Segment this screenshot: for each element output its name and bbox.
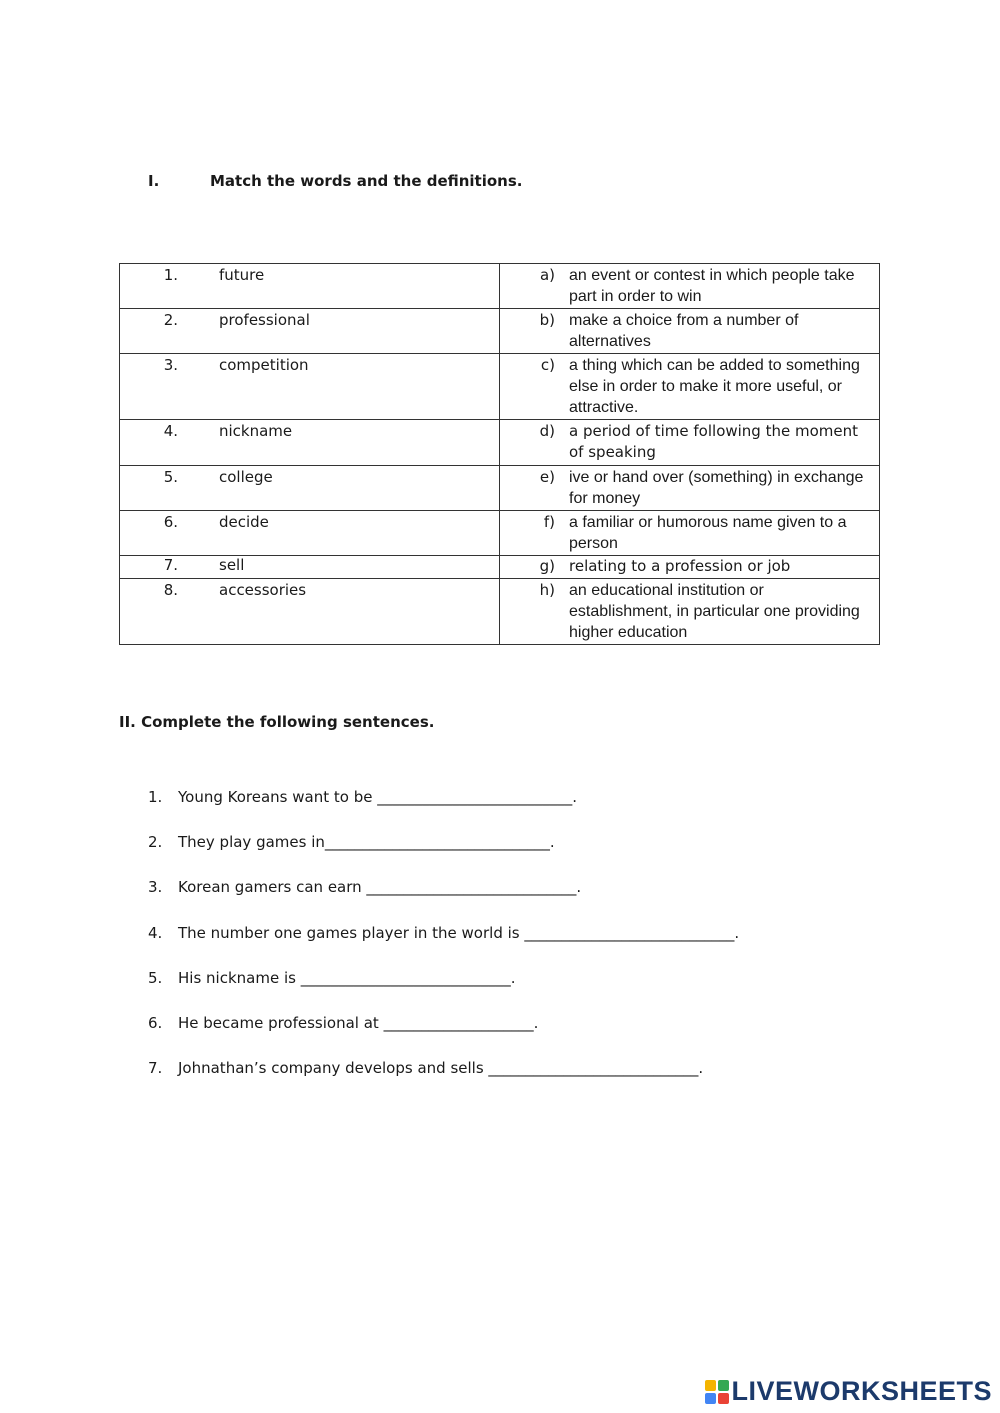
definition: make a choice from a number of alternatives bbox=[569, 312, 799, 350]
sentence-number: 6. bbox=[148, 1013, 163, 1032]
word: nickname bbox=[219, 422, 293, 440]
sentence-number: 5. bbox=[148, 968, 163, 987]
definition: an educational institution or establishment, in particular one providing higher education bbox=[569, 582, 860, 641]
word: sell bbox=[219, 556, 245, 574]
sentence-text: Young Koreans want to be __________________________. bbox=[178, 788, 577, 806]
list-item bbox=[148, 788, 739, 833]
sentence-text: They play games in______________________________. bbox=[178, 833, 555, 852]
word: decide bbox=[219, 513, 269, 531]
logo-square bbox=[705, 1380, 716, 1391]
word: competition bbox=[219, 356, 309, 374]
word: accessories bbox=[219, 581, 307, 599]
definition: a familiar or humorous name given to a person bbox=[569, 514, 847, 552]
table-row bbox=[120, 466, 880, 511]
table-row bbox=[120, 264, 880, 309]
table-row bbox=[120, 354, 880, 420]
word: future bbox=[219, 266, 265, 284]
word-number: 8. bbox=[163, 581, 178, 599]
list-item bbox=[148, 969, 739, 1014]
list-item bbox=[148, 1059, 739, 1104]
sentence-text: Korean gamers can earn ____________________________. bbox=[178, 878, 582, 897]
logo-text: LIVEWORKSHEETS bbox=[731, 1376, 992, 1406]
definition: an event or contest in which people take part in order to win bbox=[569, 267, 855, 305]
definition-letter: f) bbox=[543, 513, 555, 531]
sentence-text: His nickname is ____________________________. bbox=[178, 968, 516, 987]
logo-square bbox=[718, 1393, 729, 1404]
word: college bbox=[219, 468, 273, 486]
sentence-number: 2. bbox=[148, 833, 163, 852]
sentence-number: 4. bbox=[148, 923, 163, 942]
definition: relating to a profession or job bbox=[569, 557, 791, 575]
list-item bbox=[148, 833, 739, 878]
definition-letter: e) bbox=[539, 468, 555, 486]
sentence-text: The number one games player in the world is ____________________________. bbox=[178, 923, 740, 942]
list-item bbox=[148, 878, 739, 923]
logo-square bbox=[718, 1380, 729, 1391]
word-number: 6. bbox=[163, 513, 178, 531]
definition: a period of time following the moment of speaking bbox=[569, 422, 858, 461]
section-1-title: Match the words and the definitions. bbox=[210, 172, 523, 190]
sentence-number: 7. bbox=[148, 1059, 163, 1078]
word-number: 2. bbox=[163, 311, 178, 329]
word-number: 1. bbox=[163, 266, 178, 284]
sentence-number: 3. bbox=[148, 878, 163, 897]
word-number: 5. bbox=[163, 468, 178, 486]
table-row bbox=[120, 420, 880, 466]
section-1-heading bbox=[148, 172, 522, 190]
definition-letter: a) bbox=[539, 266, 555, 284]
table-row bbox=[120, 309, 880, 354]
definition-letter: d) bbox=[539, 422, 555, 440]
definition: a thing which can be added to something else in order to make it more useful, or attractive. bbox=[569, 357, 860, 416]
liveworksheets-logo[interactable] bbox=[705, 1376, 992, 1407]
table-row bbox=[120, 579, 880, 645]
sentence-list bbox=[148, 788, 739, 1104]
sentence-text: Johnathan’s company develops and sells ____________________________. bbox=[178, 1059, 704, 1078]
table-row bbox=[120, 511, 880, 556]
word: professional bbox=[219, 311, 310, 329]
list-item bbox=[148, 924, 739, 969]
definition-letter: c) bbox=[540, 356, 555, 374]
section-1-number: I. bbox=[148, 172, 160, 190]
definition-letter: h) bbox=[539, 581, 555, 599]
sentence-text: He became professional at ____________________. bbox=[178, 1013, 539, 1032]
matching-table bbox=[119, 263, 880, 645]
list-item bbox=[148, 1014, 739, 1059]
definition-letter: b) bbox=[539, 311, 555, 329]
logo-square bbox=[705, 1393, 716, 1404]
section-2-heading: II. Complete the following sentences. bbox=[119, 713, 435, 731]
word-number: 7. bbox=[163, 556, 178, 574]
logo-icon bbox=[705, 1380, 729, 1404]
word-number: 3. bbox=[163, 356, 178, 374]
word-number: 4. bbox=[163, 422, 178, 440]
definition-letter: g) bbox=[539, 557, 555, 575]
sentence-number: 1. bbox=[148, 788, 163, 806]
table-row bbox=[120, 556, 880, 579]
definition: ive or hand over (something) in exchange for money bbox=[569, 469, 864, 507]
